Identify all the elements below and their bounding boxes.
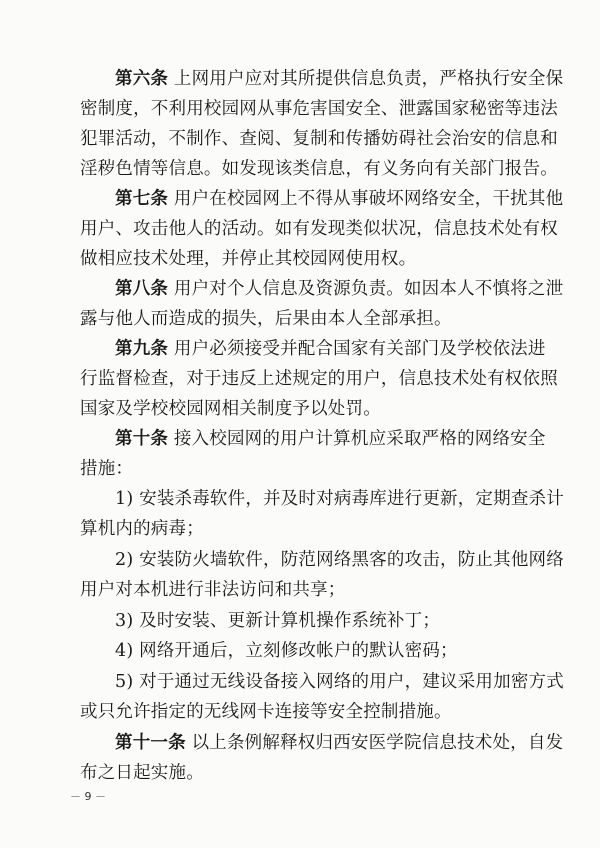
measure-2-line-2: 用户对本机进行非法访问和共享； [80,580,346,600]
article-9-line-1: 第九条 用户必须接受并配合国家有关部门及学校依法进 [115,339,546,359]
article-6-line-4: 淫秽色情等信息。如发现该类信息，有义务向有关部门报告。 [80,159,558,179]
article-9-line-2: 行监督检查，对于违反上述规定的用户，信息技术处有权依照 [80,369,558,389]
page-number: － 9 － [70,790,106,803]
article-7-heading: 第七条 [115,189,169,209]
article-6-line-3: 犯罪活动，不制作、查阅、复制和传播妨碍社会治安的信息和 [80,129,558,149]
article-7-line-2: 用户、攻击他人的活动。如有发现类似状况，信息技术处有权 [80,219,558,239]
measure-1-line-1: 1) 安装杀毒软件，并及时对病毒库进行更新，定期查杀计 [115,489,564,509]
article-7-line-1: 第七条 用户在校园网上不得从事破坏网络安全，干扰其他 [115,189,564,209]
measure-3-line-1: 3) 及时安装、更新计算机操作系统补丁； [115,611,441,631]
article-6-heading: 第六条 [115,69,169,89]
article-11-heading: 第十一条 [115,733,186,753]
article-6-line-2: 密制度，不利用校园网从事危害国安全、泄露国家秘密等违法 [80,99,558,119]
article-6-line-1: 第六条 上网用户应对其所提供信息负责，严格执行安全保 [115,69,564,89]
article-8-heading: 第八条 [115,279,169,299]
measure-5-line-2: 或只允许指定的无线网卡连接等安全控制措施。 [80,702,452,722]
measure-1-line-2: 算机内的病毒； [80,519,204,539]
article-10-heading: 第十条 [115,429,169,449]
article-7-line-3: 做相应技术处理，并停止其校园网使用权。 [80,249,417,269]
article-9-line-3: 国家及学校校园网相关制度予以处罚。 [80,399,381,419]
article-11-line-2: 布之日起实施。 [80,763,204,783]
article-8-line-1: 第八条 用户对个人信息及资源负责。如因本人不慎将之泄 [115,279,564,299]
article-8-line-2: 露与他人而造成的损失，后果由本人全部承担。 [80,309,452,329]
article-11-line-1: 第十一条 以上条例解释权归西安医学院信息技术处，自发 [115,733,564,753]
article-10-line-2: 措施： [80,459,134,479]
article-10-line-1: 第十条 接入校园网的用户计算机应采取严格的网络安全 [115,429,546,449]
measure-4-line-1: 4) 网络开通后，立刻修改帐户的默认密码； [115,641,458,661]
measure-2-line-1: 2) 安装防火墙软件，防范网络黑客的攻击，防止其他网络 [115,550,564,570]
article-9-heading: 第九条 [115,339,169,359]
measure-5-line-1: 5) 对于通过无线设备接入网络的用户，建议采用加密方式 [115,672,564,692]
